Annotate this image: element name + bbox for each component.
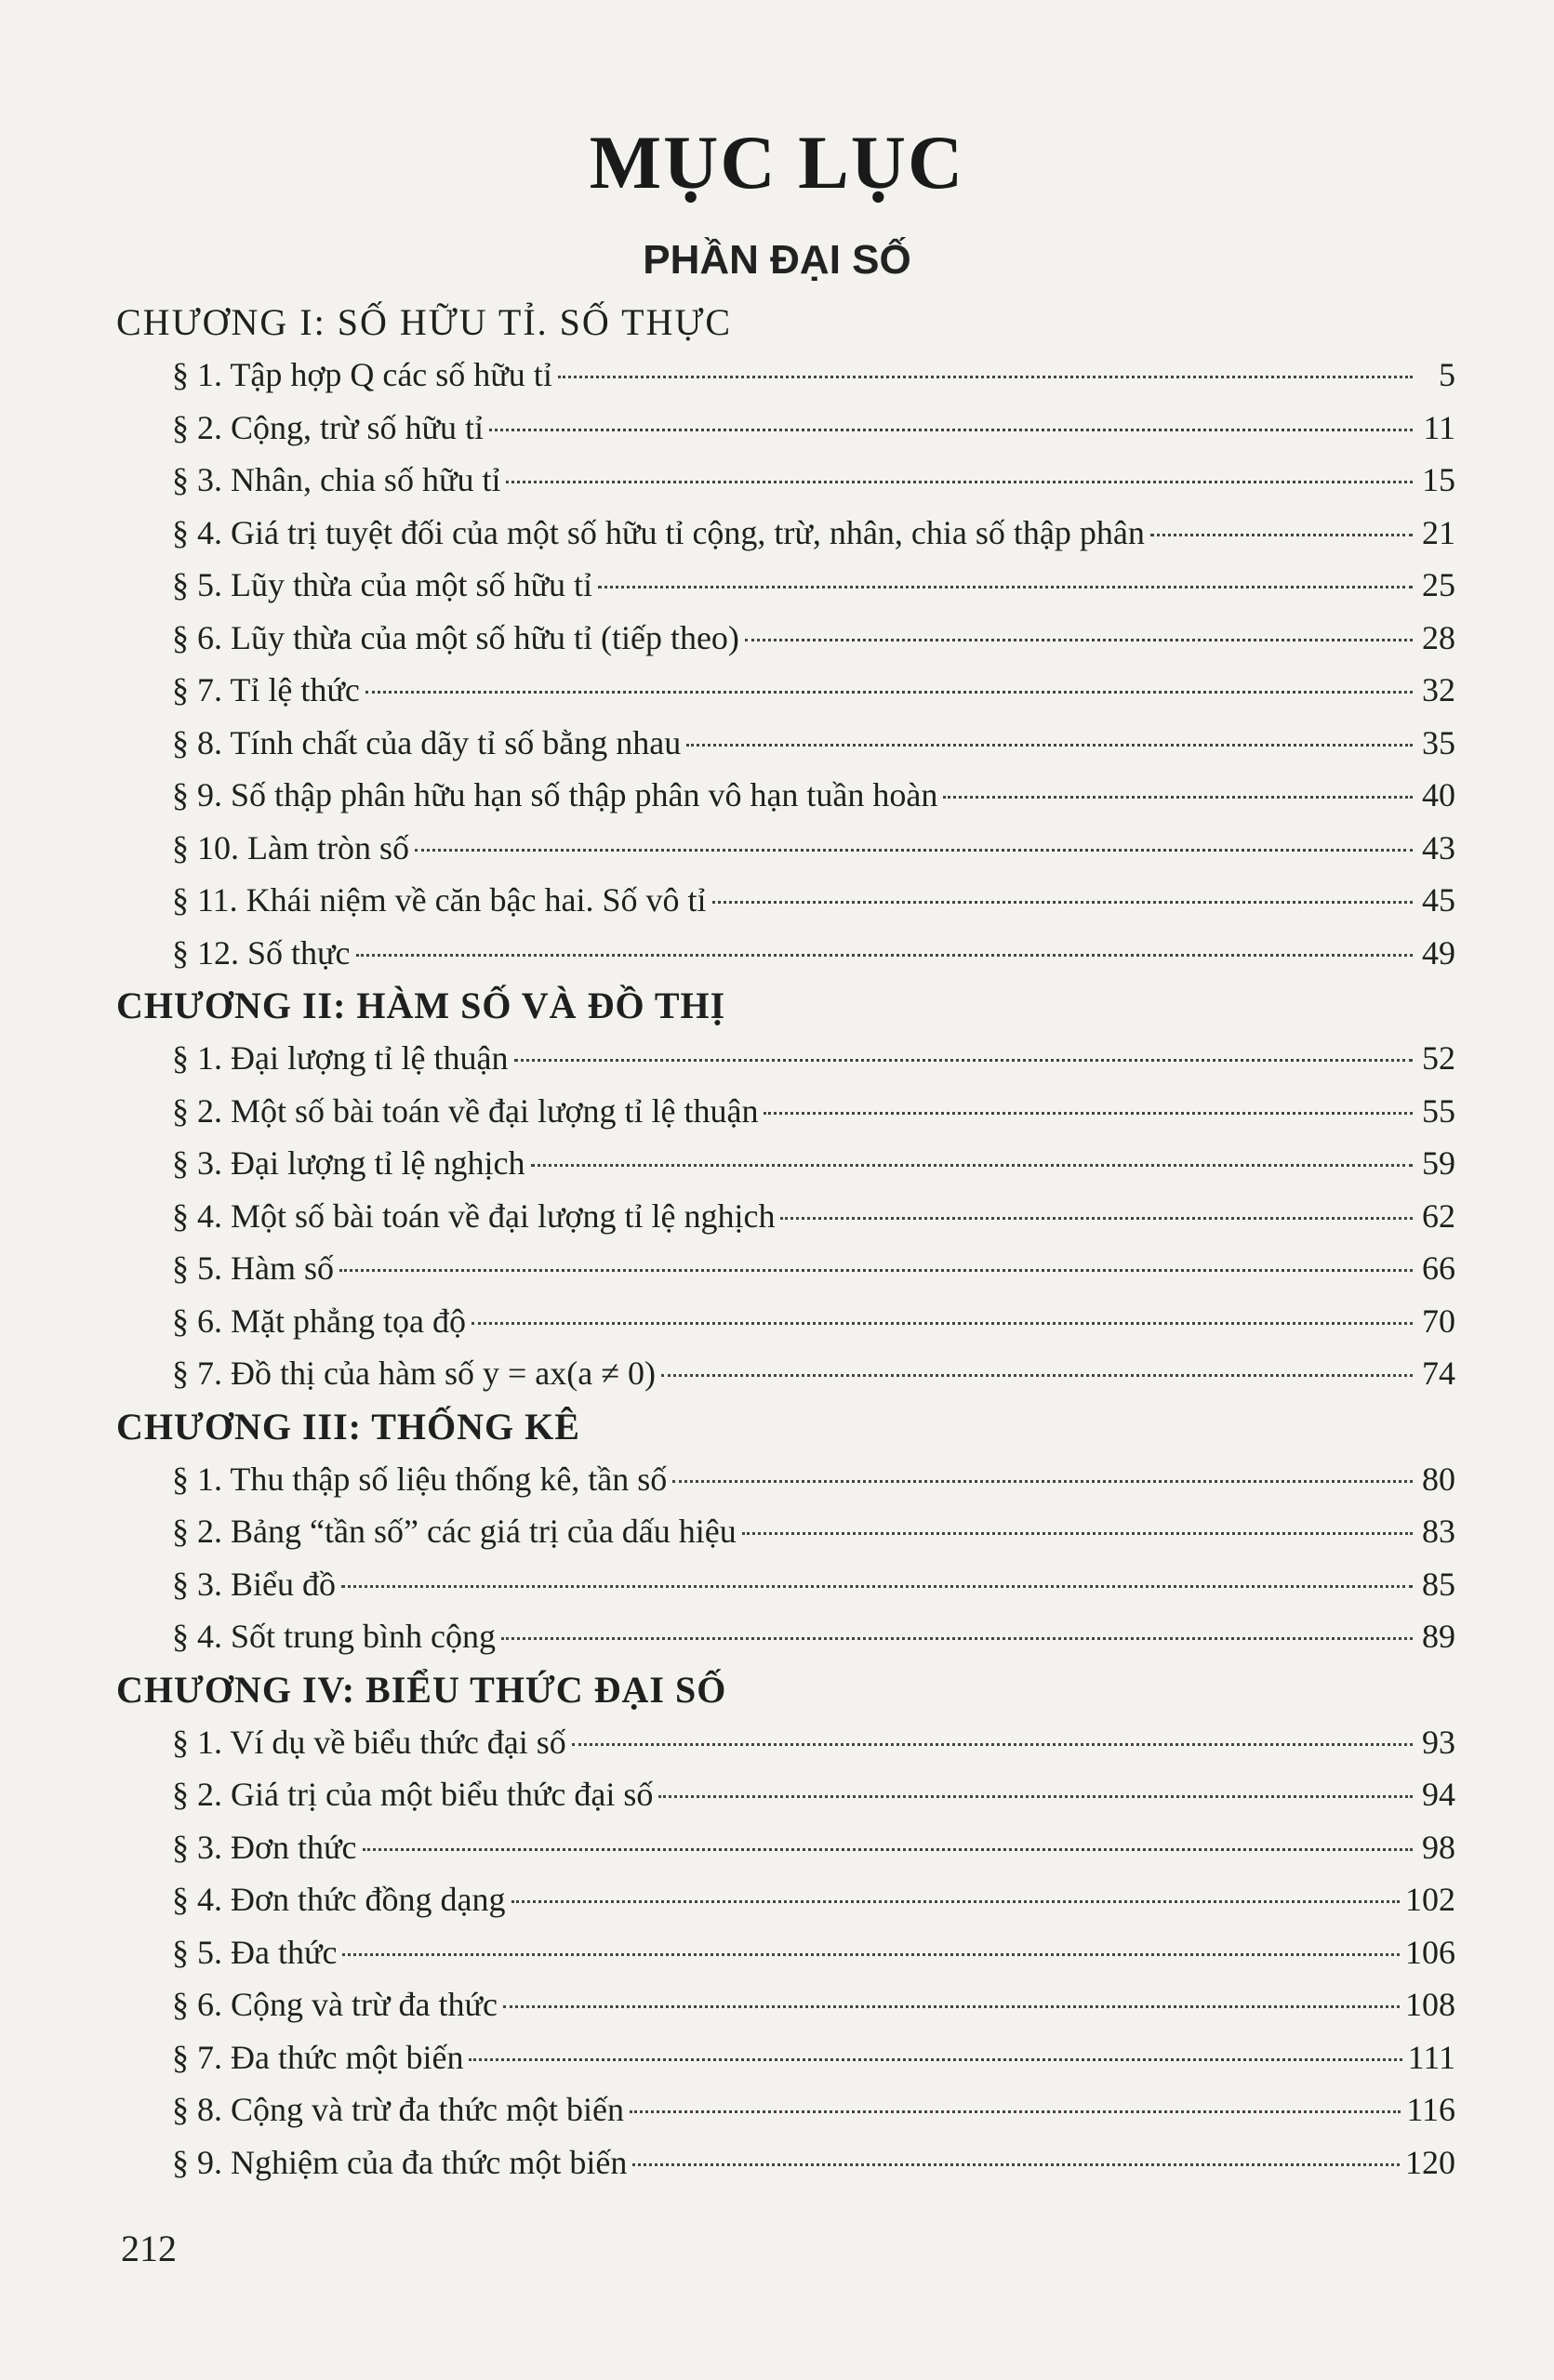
dot-leader [630,2110,1401,2113]
dot-leader [686,744,1413,747]
toc-entry[interactable] [116,717,1455,770]
toc-entry[interactable] [116,1032,1455,1085]
toc-entry-title: § 5. Hàm số [172,1250,334,1287]
dot-leader [511,1900,1400,1903]
chapter-heading: CHƯƠNG IV: BIỂU THỨC ĐẠI SỐ [116,1668,727,1711]
chapter-heading: CHƯƠNG III: THỐNG KÊ [116,1405,580,1448]
dot-leader [363,1848,1413,1851]
toc-entry-title: § 4. Giá trị tuyệt đối của một số hữu tỉ cộng, trừ, nhân, chia số thập phân [172,513,1145,551]
toc-entry-page: 111 [1407,2038,1455,2076]
dot-leader [661,1374,1413,1377]
toc-entry-title: § 2. Một số bài toán về đại lượng tỉ lệ thuận [172,1091,759,1130]
toc-entry-page: 80 [1422,1460,1455,1498]
toc-entry-page: 55 [1422,1091,1455,1130]
toc-entry-title: § 1. Đại lượng tỉ lệ thuận [172,1039,509,1077]
dot-leader [658,1795,1413,1798]
toc-entry[interactable] [116,822,1455,875]
toc-entry-page: 59 [1422,1144,1455,1182]
toc-entry-page: 98 [1422,1828,1455,1866]
toc-entry-title: § 7. Đa thức một biến [172,2038,464,2076]
dot-leader [558,376,1413,378]
toc-entry-title: § 1. Ví dụ về biểu thức đại số [172,1723,566,1761]
toc-entry[interactable] [116,1137,1455,1190]
toc-entry[interactable] [116,1978,1455,2031]
dot-leader [501,1637,1413,1640]
chapter-heading: CHƯƠNG I: SỐ HỮU TỈ. SỐ THỰC [116,301,733,343]
toc-entry-title: § 9. Nghiệm của đa thức một biến [172,2143,628,2181]
dot-leader [712,901,1413,904]
dot-leader [764,1112,1413,1115]
dot-leader [632,2163,1400,2166]
toc-entry-title: § 1. Tập hợp Q các số hữu tỉ [172,356,552,393]
toc-entry[interactable] [116,2136,1455,2189]
toc-entry-title: § 3. Đơn thức [172,1828,357,1866]
toc-entry[interactable] [116,1610,1455,1663]
dot-leader [672,1480,1413,1483]
toc-entry-title: § 4. Một số bài toán về đại lượng tỉ lệ nghịch [172,1197,776,1235]
toc-entry-page: 45 [1422,881,1455,919]
toc-entry-page: 21 [1422,513,1455,551]
toc-entry[interactable] [116,1190,1455,1243]
toc-entry-page: 83 [1422,1513,1455,1550]
page-number: 212 [121,2228,177,2269]
toc-entry-title: § 9. Số thập phân hữu hạn số thập phân vô hạn tuần hoàn [172,776,938,813]
dot-leader [572,1743,1413,1746]
dot-leader [356,954,1413,957]
toc-entry-title: § 4. Đơn thức đồng dạng [172,1881,506,1918]
toc-entry-page: 93 [1422,1723,1455,1761]
toc-entry-page: 40 [1422,776,1455,813]
toc-entry[interactable] [116,664,1455,717]
toc-entry-title: § 10. Làm tròn số [172,828,409,866]
toc-entry[interactable] [116,507,1455,560]
toc-entry[interactable] [116,1558,1455,1611]
toc-entry-title: § 2. Giá trị của một biểu thức đại số [172,1776,654,1813]
toc-entry-page: 106 [1405,1933,1455,1971]
dot-leader [506,481,1413,483]
toc-entry-page: 70 [1422,1302,1455,1340]
dot-leader [339,1269,1413,1272]
toc-entry[interactable] [116,769,1455,822]
dot-leader [531,1164,1414,1167]
toc-entry-title: § 11. Khái niệm về căn bậc hai. Số vô tỉ [172,881,707,919]
toc-entry-title: § 2. Cộng, trừ số hữu tỉ [172,408,485,446]
toc-entry-title: § 4. Sốt trung bình cộng [172,1618,496,1655]
part-title: PHẦN ĐẠI SỐ [643,237,911,283]
toc-entry-page: 25 [1422,566,1455,603]
toc-entry-title: § 3. Đại lượng tỉ lệ nghịch [172,1144,525,1182]
dot-leader [503,2005,1400,2008]
toc-entry-page: 35 [1422,723,1455,761]
toc-entry-page: 5 [1439,356,1455,393]
dot-leader [598,586,1413,588]
toc-entry-title: § 6. Lũy thừa của một số hữu tỉ (tiếp theo) [172,618,739,656]
toc-entry-page: 66 [1422,1250,1455,1287]
toc-entry-page: 49 [1422,933,1455,972]
toc-entry[interactable] [116,1821,1455,1874]
toc-entry-page: 43 [1422,828,1455,866]
toc-entry[interactable] [116,1453,1455,1506]
toc-entry[interactable] [116,1716,1455,1769]
toc-entry-page: 102 [1405,1881,1455,1918]
dot-leader [342,1953,1400,1956]
toc-entry[interactable] [116,1347,1455,1400]
toc-entry[interactable] [116,454,1455,507]
dot-leader [742,1532,1413,1535]
toc-entry-page: 108 [1405,1986,1455,2023]
toc-entry-page: 11 [1423,408,1455,446]
page-title: MỤC LỤC [589,120,965,205]
toc-entry[interactable] [116,402,1455,455]
dot-leader [780,1217,1413,1220]
toc-entry-title: § 1. Thu thập số liệu thống kê, tần số [172,1460,668,1498]
toc-entry-title: § 7. Tỉ lệ thức [172,671,360,708]
toc-entry[interactable] [116,2083,1455,2136]
dot-leader [943,796,1413,799]
toc-entry-page: 89 [1422,1618,1455,1655]
toc-entry-page: 120 [1405,2143,1455,2181]
toc-entry-page: 116 [1406,2091,1455,2128]
chapter-heading: CHƯƠNG II: HÀM SỐ VÀ ĐỒ THỊ [116,985,726,1026]
dot-leader [489,429,1413,431]
toc-entry-title: § 5. Lũy thừa của một số hữu tỉ [172,566,592,603]
toc-entry-title: § 3. Biểu đồ [172,1565,336,1603]
toc-entry-page: 74 [1422,1355,1455,1392]
dot-leader [472,1322,1413,1325]
dot-leader [415,849,1413,852]
toc-entry-title: § 8. Tính chất của dãy tỉ số bằng nhau [172,723,682,761]
toc-entry[interactable] [116,1926,1455,1979]
table-of-contents [116,296,1455,2188]
toc-entry-title: § 5. Đa thức [172,1933,338,1971]
toc-entry-title: § 3. Nhân, chia số hữu tỉ [172,461,501,498]
dot-leader [514,1059,1414,1062]
toc-entry-page: 85 [1422,1565,1455,1603]
toc-entry[interactable] [116,927,1455,980]
toc-entry-page: 28 [1422,618,1455,656]
toc-entry-page: 62 [1422,1197,1455,1235]
toc-entry-page: 94 [1422,1776,1455,1813]
toc-entry[interactable] [116,1873,1455,1926]
toc-entry[interactable] [116,2031,1455,2084]
toc-entry[interactable] [116,1768,1455,1821]
toc-entry-page: 15 [1422,461,1455,498]
toc-entry[interactable] [116,1295,1455,1348]
toc-entry[interactable] [116,1085,1455,1138]
dot-leader [745,639,1413,641]
toc-entry-title: § 6. Cộng và trừ đa thức [172,1986,498,2023]
toc-entry-title: § 7. Đồ thị của hàm số y = ax(a ≠ 0) [172,1355,656,1392]
toc-entry-title: § 12. Số thực [172,933,351,972]
toc-entry[interactable] [116,349,1455,402]
toc-entry-page: 32 [1422,671,1455,708]
toc-entry-title: § 8. Cộng và trừ đa thức một biến [172,2091,624,2128]
toc-entry[interactable] [116,1505,1455,1558]
toc-entry-title: § 2. Bảng “tần số” các giá trị của dấu hiệu [172,1513,737,1550]
toc-entry-title: § 6. Mặt phẳng tọa độ [172,1302,466,1340]
toc-entry[interactable] [116,612,1455,665]
dot-leader [1150,534,1413,536]
dot-leader [341,1585,1413,1588]
dot-leader [365,691,1413,694]
toc-entry-page: 52 [1422,1039,1455,1077]
dot-leader [469,2058,1401,2061]
toc-entry[interactable] [116,559,1455,612]
toc-entry[interactable] [116,1242,1455,1295]
toc-entry[interactable] [116,874,1455,927]
